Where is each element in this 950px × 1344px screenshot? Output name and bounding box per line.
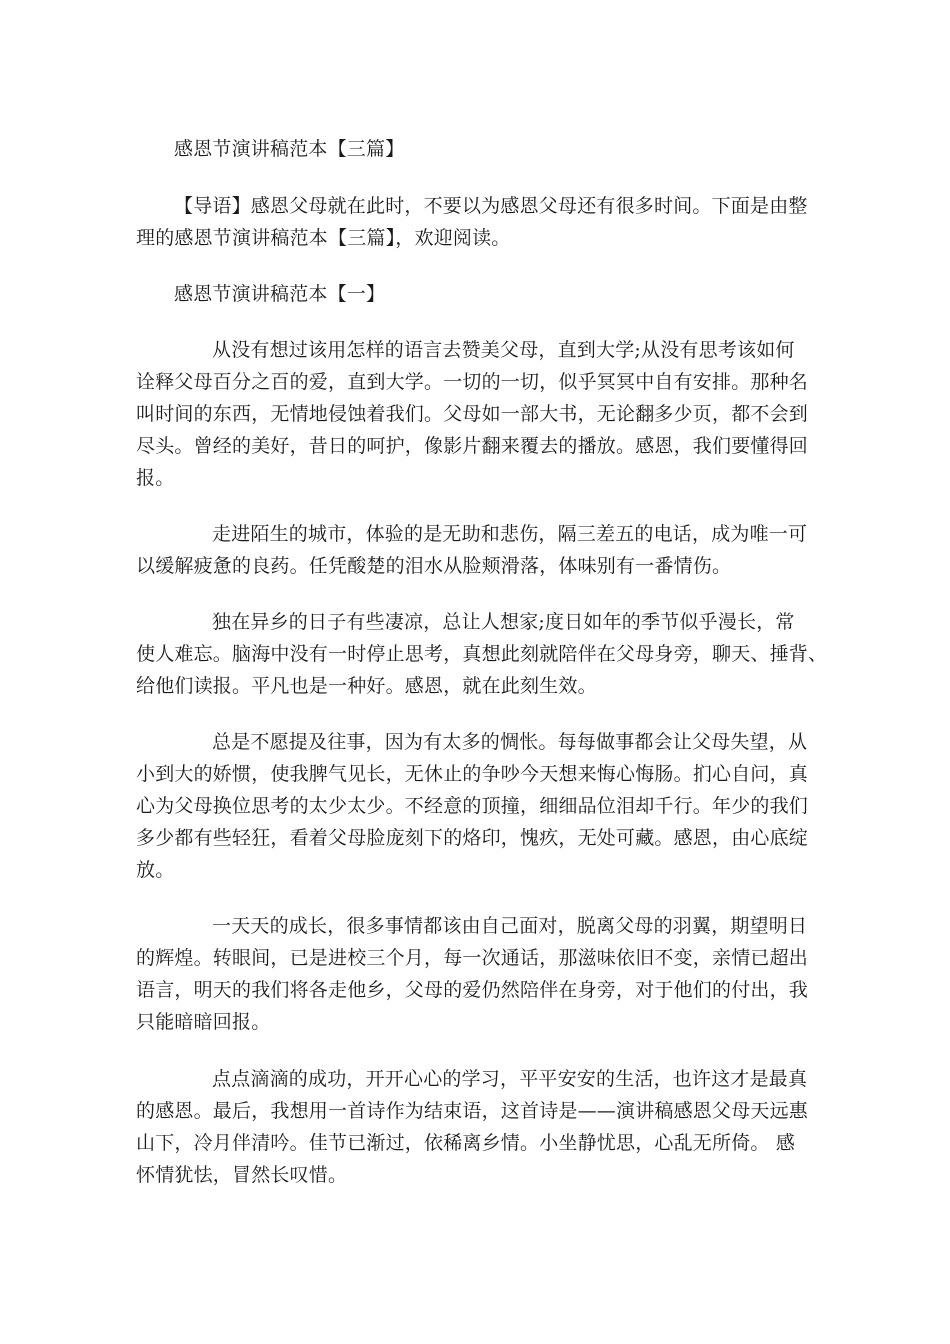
- paragraph-line: 放。: [136, 859, 175, 881]
- paragraph-line: 独在异乡的日子有些凄凉，总让人想家;度日如年的季节似乎漫长，常: [212, 611, 795, 633]
- paragraph-line: 尽头。曾经的美好，昔日的呵护，像影片翻来覆去的播放。感恩，我们要懂得回: [136, 435, 809, 457]
- paragraph-line: 诠释父母百分之百的爱，直到大学。一切的一切，似乎冥冥中自有安排。那种名: [136, 371, 809, 393]
- paragraph-line: 只能暗暗回报。: [136, 1011, 271, 1033]
- paragraph-line: 给他们读报。平凡也是一种好。感恩，就在此刻生效。: [136, 675, 597, 697]
- section-heading: 感恩节演讲稿范本【一】: [174, 283, 386, 305]
- paragraph-line: 心为父母换位思考的太少太少。不经意的顶撞，细细品位泪却千行。年少的我们: [136, 795, 809, 817]
- paragraph-line: 报。: [136, 467, 175, 489]
- paragraph-line: 走进陌生的城市，体验的是无助和悲伤，隔三差五的电话，成为唯一可: [212, 523, 808, 545]
- paragraph-line: 总是不愿提及往事，因为有太多的惆怅。每每做事都会让父母失望，从: [212, 731, 808, 753]
- paragraph-line: 多少都有些轻狂，看着父母脸庞刻下的烙印，愧疚，无处可藏。感恩，由心底绽: [136, 827, 809, 849]
- paragraph-line: 叫时间的东西，无情地侵蚀着我们。父母如一部大书，无论翻多少页，都不会到: [136, 403, 809, 425]
- paragraph-line: 一天天的成长，很多事情都该由自己面对，脱离父母的羽翼，期望明日: [212, 915, 808, 937]
- intro-line: 理的感恩节演讲稿范本【三篇】，欢迎阅读。: [136, 227, 511, 249]
- paragraph-line: 使人难忘。脑海中没有一时停止思考，真想此刻就陪伴在父母身旁，聊天、捶背、: [136, 643, 828, 665]
- paragraph-line: 点点滴滴的成功，开开心心的学习，平平安安的生活，也许这才是最真: [212, 1068, 808, 1090]
- paragraph-line: 的感恩。最后，我想用一首诗作为结束语，这首诗是——演讲稿感恩父母天远惠: [136, 1100, 809, 1122]
- paragraph-line: 小到大的娇惯，使我脾气见长，无休止的争吵今天想来悔心悔肠。扪心自问，真: [136, 763, 809, 785]
- paragraph-line: 以缓解疲惫的良药。任凭酸楚的泪水从脸颊滑落，体味别有一番情伤。: [136, 555, 732, 577]
- intro-line: 【导语】感恩父母就在此时，不要以为感恩父母还有很多时间。下面是由整: [174, 195, 808, 217]
- paragraph-line: 的辉煌。转眼间，已是进校三个月，每一次通话，那滋味依旧不变，亲情已超出: [136, 947, 809, 969]
- paragraph-line: 山下，冷月伴清吟。佳节已渐过，依稀离乡情。小坐静忧思，心乱无所倚。 感: [136, 1132, 796, 1154]
- paragraph-line: 怀情犹怯，冒然长叹惜。: [136, 1164, 348, 1186]
- paragraph-line: 语言，明天的我们将各走他乡，父母的爱仍然陪伴在身旁，对于他们的付出，我: [136, 979, 809, 1001]
- document-title: 感恩节演讲稿范本【三篇】: [174, 138, 405, 160]
- paragraph-line: 从没有想过该用怎样的语言去赞美父母，直到大学;从没有思考该如何: [212, 339, 795, 361]
